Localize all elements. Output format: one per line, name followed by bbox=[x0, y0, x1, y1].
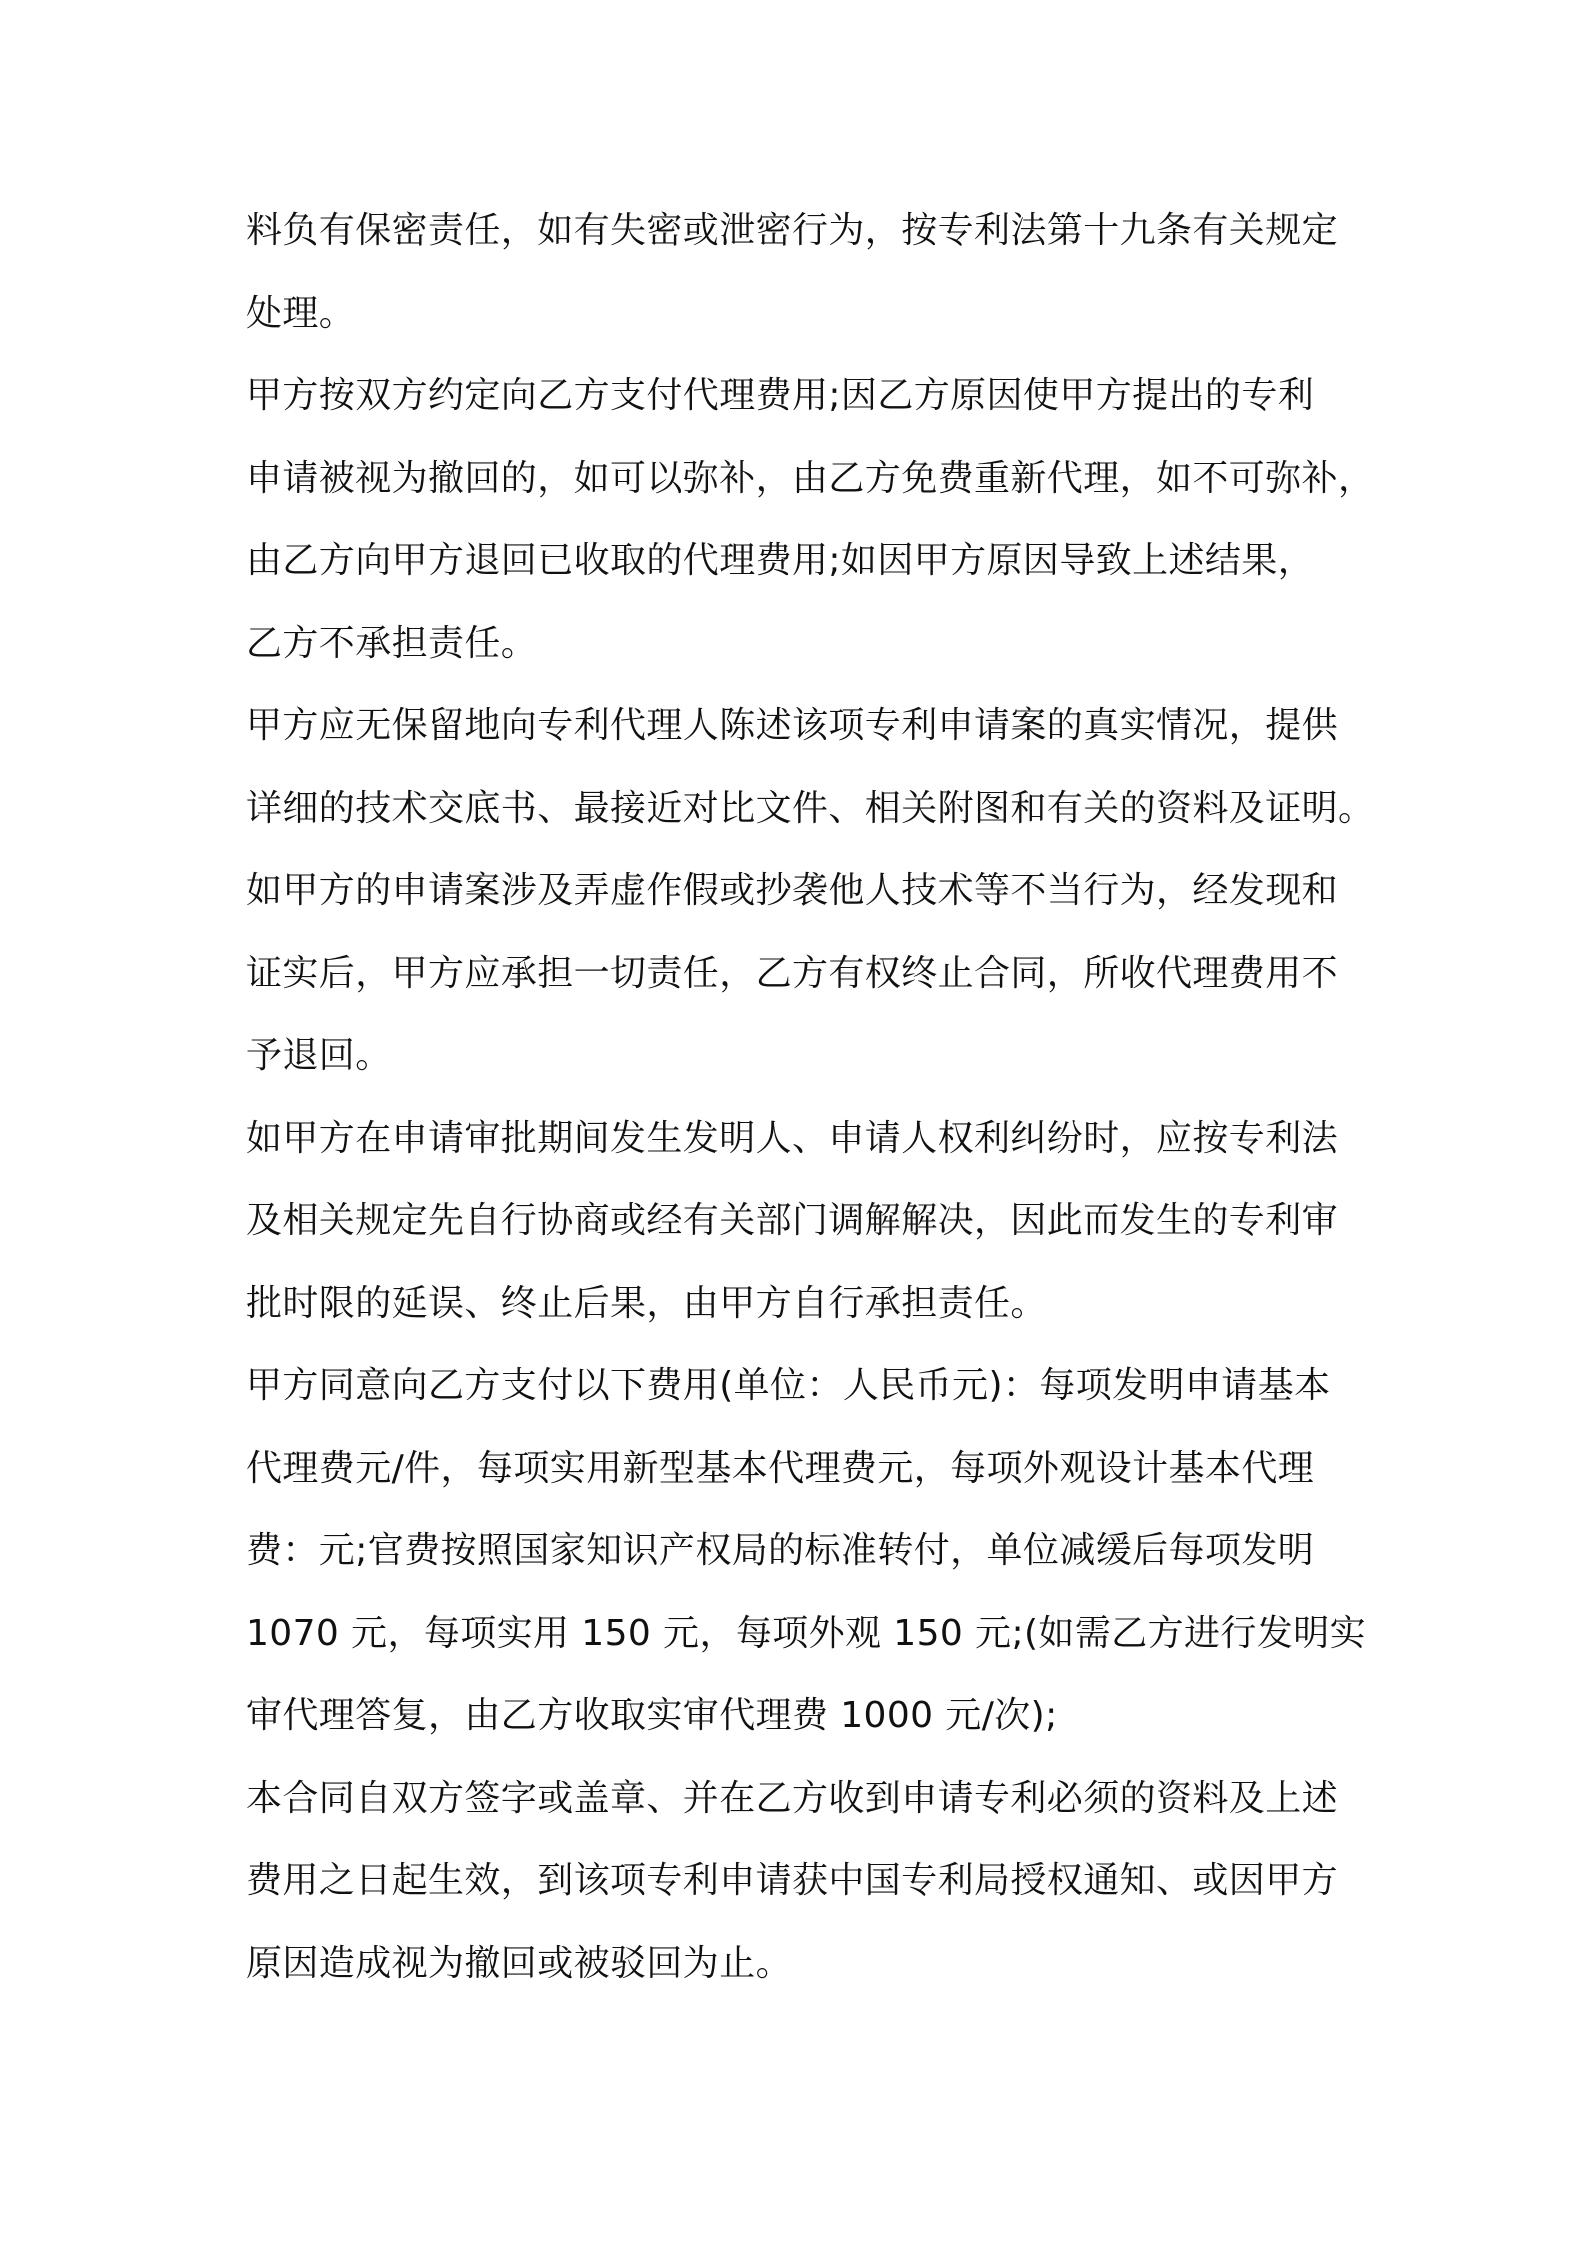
text-line: 由乙方向甲方退回已收取的代理费用;如因甲方原因导致上述结果， bbox=[246, 540, 1315, 581]
text-line: 申请被视为撤回的，如可以弥补，由乙方免费重新代理，如不可弥补， bbox=[246, 458, 1375, 499]
text-line: 本合同自双方签字或盖章、并在乙方收到申请专利必须的资料及上述 bbox=[246, 1778, 1339, 1819]
text-line: 证实后，甲方应承担一切责任，乙方有权终止合同，所收代理费用不 bbox=[246, 953, 1339, 994]
text-line: 代理费元/件，每项实用新型基本代理费元，每项外观设计基本代理 bbox=[246, 1448, 1315, 1489]
text-line: 如甲方的申请案涉及弄虚作假或抄袭他人技术等不当行为，经发现和 bbox=[246, 870, 1339, 911]
text-line: 处理。 bbox=[246, 293, 356, 334]
text-line: 费用之日起生效，到该项专利申请获中国专利局授权通知、或因甲方 bbox=[246, 1860, 1339, 1901]
text-line: 料负有保密责任，如有失密或泄密行为，按专利法第十九条有关规定 bbox=[246, 210, 1339, 251]
text-line: 予退回。 bbox=[246, 1035, 392, 1076]
text-line: 费：元;官费按照国家知识产权局的标准转付，单位减缓后每项发明 bbox=[246, 1530, 1315, 1571]
text-line: 甲方同意向乙方支付以下费用(单位：人民币元)：每项发明申请基本 bbox=[246, 1365, 1331, 1406]
text-line: 原因造成视为撤回或被驳回为止。 bbox=[246, 1943, 793, 1984]
text-line: 乙方不承担责任。 bbox=[246, 623, 538, 664]
text-line: 甲方按双方约定向乙方支付代理费用;因乙方原因使甲方提出的专利 bbox=[246, 375, 1315, 416]
text-line: 详细的技术交底书、最接近对比文件、相关附图和有关的资料及证明。 bbox=[246, 788, 1375, 829]
text-line: 审代理答复，由乙方收取实审代理费 1000 元/次); bbox=[246, 1695, 1058, 1736]
text-line: 1070 元，每项实用 150 元，每项外观 150 元;(如需乙方进行发明实 bbox=[246, 1613, 1367, 1654]
text-line: 批时限的延误、终止后果，由甲方自行承担责任。 bbox=[246, 1283, 1047, 1324]
text-line: 甲方应无保留地向专利代理人陈述该项专利申请案的真实情况，提供 bbox=[246, 705, 1339, 746]
text-line: 及相关规定先自行协商或经有关部门调解解决，因此而发生的专利审 bbox=[246, 1200, 1339, 1241]
text-line: 如甲方在申请审批期间发生发明人、申请人权利纠纷时，应按专利法 bbox=[246, 1118, 1339, 1159]
